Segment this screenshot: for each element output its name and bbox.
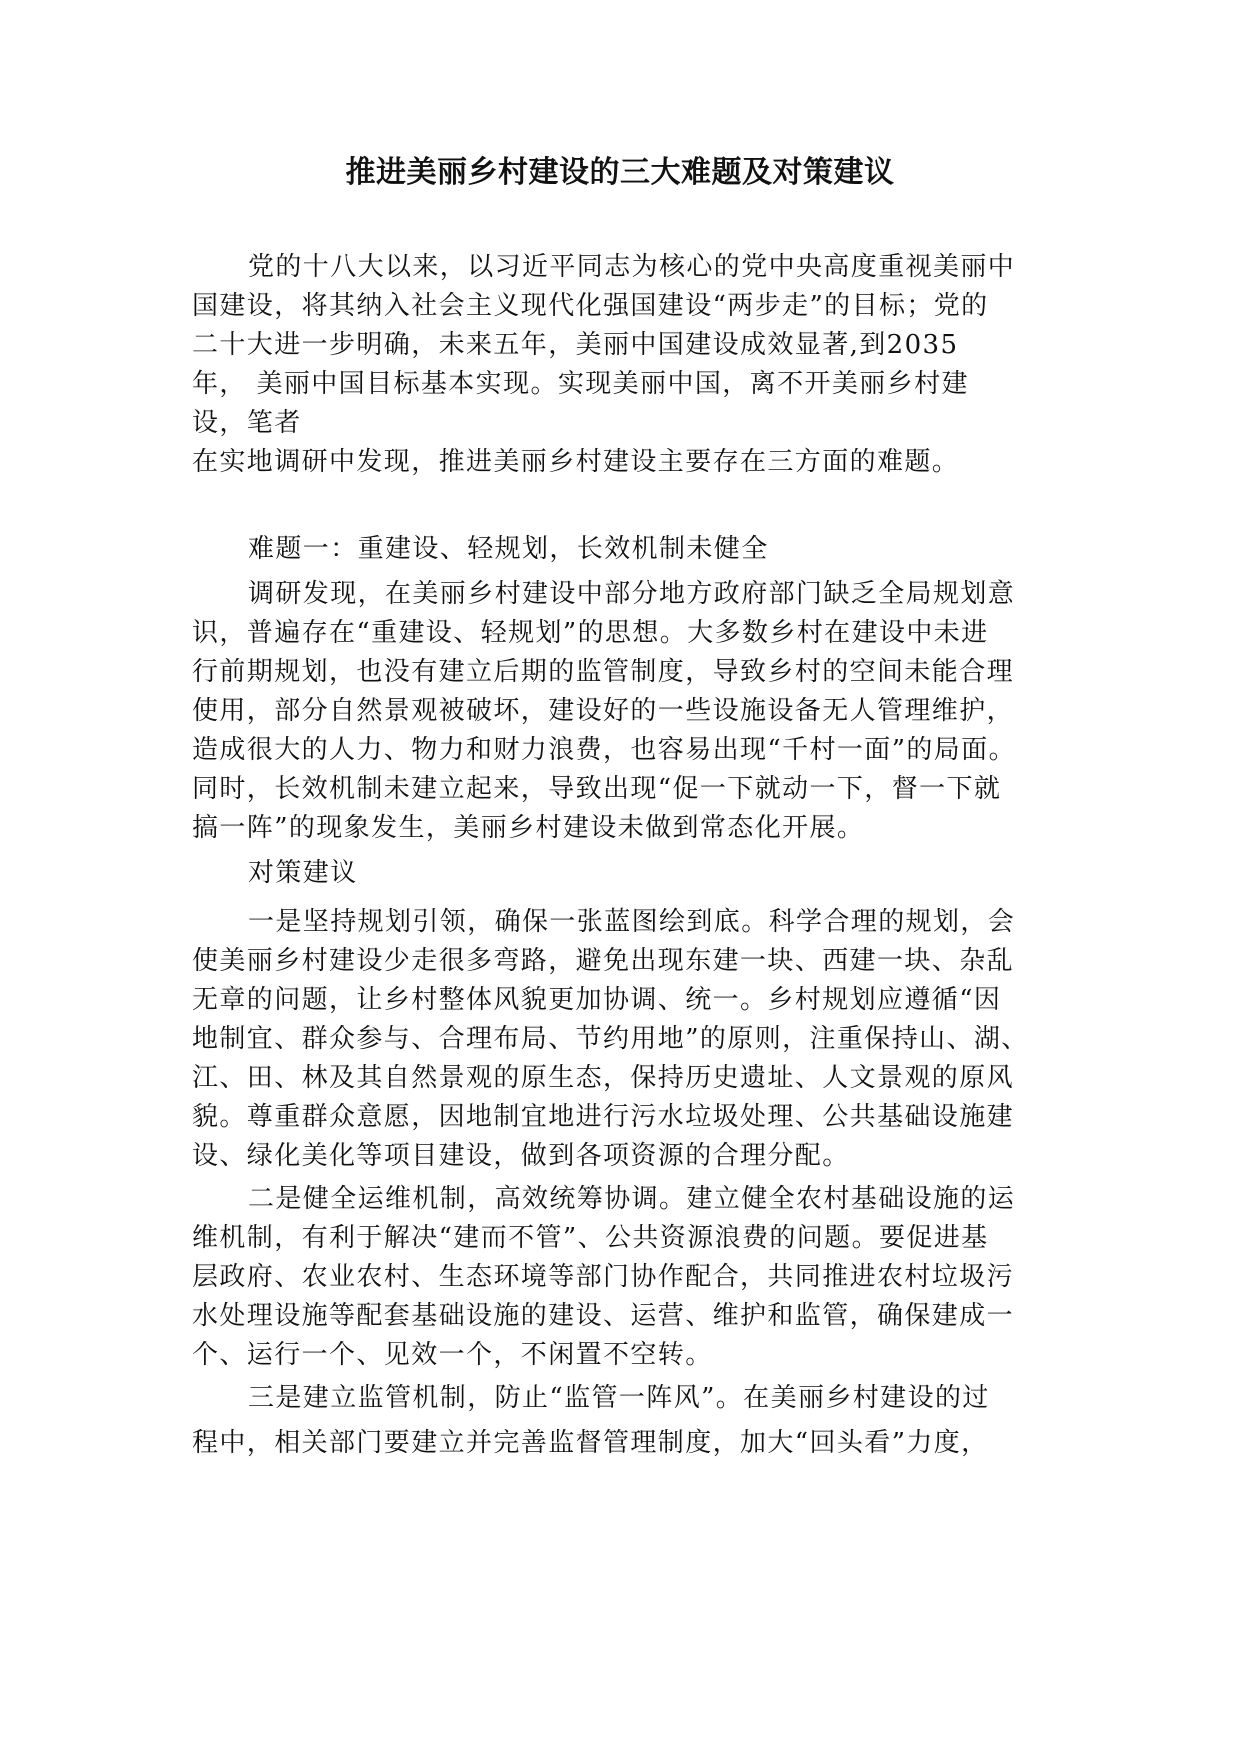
intro-paragraph [192, 248, 1048, 482]
paragraph-line: 行前期规划，也没有建立后期的监管制度，导致乡村的空间未能合理 [192, 657, 1015, 687]
paragraph-line: 同时，长效机制未建立起来，导致出现“促一下就动一下，督一下就 [192, 774, 1002, 804]
paragraph-line: 一是坚持规划引领，确保一张蓝图绘到底。科学合理的规划，会 [248, 907, 1016, 937]
paragraph-line: 江、田、林及其自然景观的原生态，保持历史遗址、人文景观的原风 [192, 1063, 1015, 1093]
paragraph-line: 地制宜、群众参与、合理布局、节约用地”的原则，注重保持山、湖、 [192, 1024, 1029, 1054]
paragraph-line: 无章的问题，让乡村整体风貌更加协调、统一。乡村规划应遵循“因 [192, 985, 1002, 1015]
paragraph-line: 使美丽乡村建设少走很多弯路，避免出现东建一块、西建一块、杂乱 [192, 946, 1015, 976]
measure-2-paragraph [192, 1180, 1048, 1375]
paragraph-line: 调研发现，在美丽乡村建设中部分地方政府部门缺乏全局规划意 [248, 579, 1016, 609]
paragraph-line: 个、运行一个、见效一个，不闲置不空转。 [192, 1340, 713, 1370]
paragraph-line: 使用，部分自然景观被破坏，建设好的一些设施设备无人管理维护， [192, 696, 1015, 726]
paragraph-line: 二是健全运维机制，高效统筹协调。建立健全农村基础设施的运 [248, 1184, 1016, 1214]
paragraph-line: 程中，相关部门要建立并完善监督管理制度，加大“回头看”力度， [192, 1428, 989, 1458]
paragraph-line: 水处理设施等配套基础设施的建设、运营、维护和监管，确保建成一 [192, 1301, 1015, 1331]
paragraph-line: 层政府、农业农村、生态环境等部门协作配合，共同推进农村垃圾污 [192, 1262, 1015, 1292]
paragraph-line: 三是建立监管机制，防止“监管一阵风”。在美丽乡村建设的过 [248, 1383, 990, 1413]
paragraph-line: 造成很大的人力、物力和财力浪费，也容易出现“千村一面”的局面。 [192, 735, 1016, 765]
paragraph-line: 搞一阵”的现象发生，美丽乡村建设未做到常态化开展。 [192, 813, 865, 843]
paragraph-line: 设，笔者 [192, 408, 302, 438]
section-heading-problem-1: 难题一：重建设、轻规划，长效机制未健全 [248, 534, 769, 564]
paragraph-line: 设、绿化美化等项目建设，做到各项资源的合理分配。 [192, 1141, 850, 1171]
paragraph-line: 貌。尊重群众意愿，因地制宜地进行污水垃圾处理、公共基础设施建 [192, 1102, 1015, 1132]
problem-1-paragraph [192, 575, 1048, 848]
document-body [192, 248, 1048, 1463]
paragraph-line: 在实地调研中发现，推进美丽乡村建设主要存在三方面的难题。 [192, 447, 960, 477]
measure-3-paragraph [192, 1379, 1048, 1463]
paragraph-line: 识，普遍存在“重建设、轻规划”的思想。大多数乡村在建设中未进 [192, 618, 989, 648]
paragraph-line: 党的十八大以来，以习近平同志为核心的党中央高度重视美丽中 [248, 252, 1016, 282]
paragraph-line: 维机制，有利于解决“建而不管”、公共资源浪费的问题。要促进基 [192, 1223, 989, 1253]
paragraph-line: 二十大进一步明确，未来五年，美丽中国建设成效显著,到2035 [192, 330, 959, 360]
paragraph-line: 年， 美丽中国目标基本实现。实现美丽中国，离不开美丽乡村建 [192, 369, 969, 399]
measure-1-paragraph [192, 903, 1048, 1176]
paragraph-line: 国建设，将其纳入社会主义现代化强国建设“两步走”的目标；党的 [192, 291, 989, 321]
section-heading-countermeasures: 对策建议 [248, 858, 358, 888]
page-title: 推进美丽乡村建设的三大难题及对策建议 [345, 155, 895, 190]
